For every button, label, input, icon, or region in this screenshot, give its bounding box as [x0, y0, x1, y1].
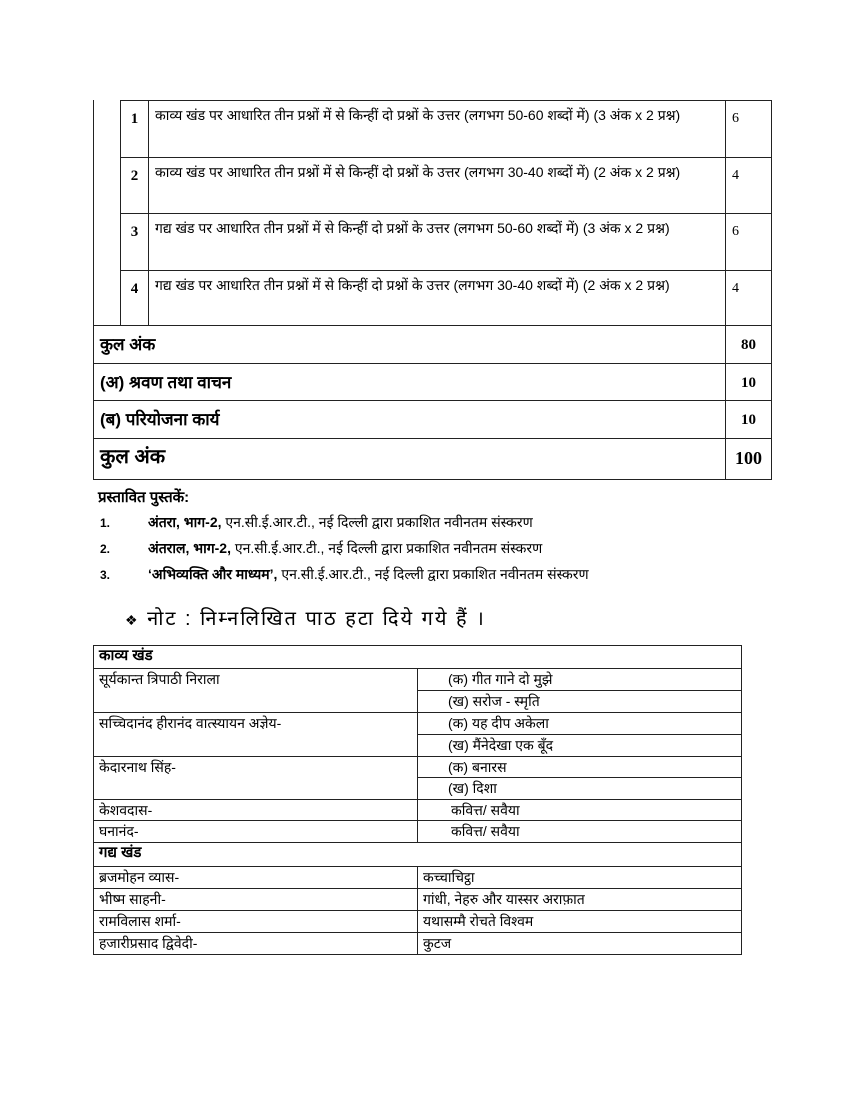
- work-cell: (क) बनारस: [417, 756, 742, 778]
- work-cell: (क) गीत गाने दो मुझे: [417, 668, 742, 691]
- grand-total-label: कुल अंक: [93, 438, 726, 480]
- work-cell: कवित्त/ सवैया: [417, 820, 742, 843]
- book-title: अंतरा, भाग-2,: [148, 514, 222, 530]
- author-cell: हजारीप्रसाद द्विवेदी-: [93, 932, 418, 955]
- book-title: अंतराल, भाग-2,: [148, 540, 231, 556]
- total-label: कुल अंक: [93, 325, 726, 364]
- book-item: [100, 513, 533, 532]
- book-number: 1.: [100, 516, 111, 530]
- row-text: काव्य खंड पर आधारित तीन प्रश्नों में से किन्हीं दो प्रश्नों के उत्तर (लगभग 30-40 शब्दों में) (2 अंक x 2 प्रश्न): [148, 157, 726, 214]
- work-cell: कवित्त/ सवैया: [417, 799, 742, 821]
- grand-total-marks: 100: [725, 438, 772, 480]
- book-publisher: एन.सी.ई.आर.टी., नई दिल्ली द्वारा प्रकाशित नवीनतम संस्करण: [231, 540, 543, 556]
- row-number: 4: [120, 270, 149, 326]
- note-text: नोट : निम्नलिखित पाठ हटा दिये गये हैं ।: [147, 608, 486, 630]
- listening-speaking-marks: 10: [725, 363, 772, 401]
- note: [125, 604, 486, 631]
- work-cell: गांधी, नेहरु और यास्सर अराफ़ात: [417, 888, 742, 911]
- author-cell: भीष्म साहनी-: [93, 888, 418, 911]
- book-publisher: एन.सी.ई.आर.टी., नई दिल्ली द्वारा प्रकाशित नवीनतम संस्करण: [221, 514, 533, 530]
- work-cell: (ख) सरोज - स्मृति: [417, 690, 742, 713]
- diamond-bullet-icon: ❖: [125, 612, 140, 628]
- total-marks: 80: [725, 325, 772, 364]
- work-cell: यथासम्मै रोचते विश्वम: [417, 910, 742, 933]
- row-number: 3: [120, 213, 149, 271]
- book-number: 2.: [100, 542, 111, 556]
- row-number: 1: [120, 100, 149, 158]
- book-publisher: एन.सी.ई.आर.टी., नई दिल्ली द्वारा प्रकाशित नवीनतम संस्करण: [277, 566, 589, 582]
- work-cell: (ख) मैंनेदेखा एक बूँद: [417, 734, 742, 757]
- row-marks: 4: [725, 270, 772, 326]
- row-number: 2: [120, 157, 149, 214]
- listening-speaking-label: (अ) श्रवण तथा वाचन: [93, 363, 726, 401]
- kavya-heading: काव्य खंड: [93, 645, 742, 669]
- book-item: [100, 565, 589, 584]
- book-title: ‘अभिव्यक्ति और माध्यम’,: [148, 566, 278, 582]
- book-number: 3.: [100, 568, 111, 582]
- row-text: गद्य खंड पर आधारित तीन प्रश्नों में से किन्हीं दो प्रश्नों के उत्तर (लगभग 30-40 शब्दों में) (2 अंक x 2 प्रश्न): [148, 270, 726, 326]
- books-heading: प्रस्तावित पुस्तकें:: [98, 489, 190, 506]
- gadya-heading: गद्य खंड: [93, 842, 742, 867]
- project-marks: 10: [725, 400, 772, 439]
- work-cell: (क) यह दीप अकेला: [417, 712, 742, 735]
- book-item: [100, 539, 542, 558]
- row-text: गद्य खंड पर आधारित तीन प्रश्नों में से किन्हीं दो प्रश्नों के उत्तर (लगभग 50-60 शब्दों में) (3 अंक x 2 प्रश्न): [148, 213, 726, 271]
- row-marks: 4: [725, 157, 772, 214]
- work-cell: कच्चाचिट्ठा: [417, 866, 742, 889]
- table-border: [93, 100, 94, 325]
- author-cell: ब्रजमोहन व्यास-: [93, 866, 418, 889]
- author-cell: रामविलास शर्मा-: [93, 910, 418, 933]
- author-cell: घनानंद-: [93, 820, 418, 843]
- author-cell: केदारनाथ सिंह-: [93, 756, 418, 800]
- row-marks: 6: [725, 100, 772, 158]
- author-cell: केशवदास-: [93, 799, 418, 821]
- author-cell: सूर्यकान्त त्रिपाठी निराला: [93, 668, 418, 713]
- row-marks: 6: [725, 213, 772, 271]
- author-cell: सच्चिदानंद हीरानंद वात्स्यायन अज्ञेय-: [93, 712, 418, 757]
- project-label: (ब) परियोजना कार्य: [93, 400, 726, 439]
- work-cell: कुटज: [417, 932, 742, 955]
- row-text: काव्य खंड पर आधारित तीन प्रश्नों में से किन्हीं दो प्रश्नों के उत्तर (लगभग 50-60 शब्दों में) (3 अंक x 2 प्रश्न): [148, 100, 726, 158]
- work-cell: (ख) दिशा: [417, 777, 742, 800]
